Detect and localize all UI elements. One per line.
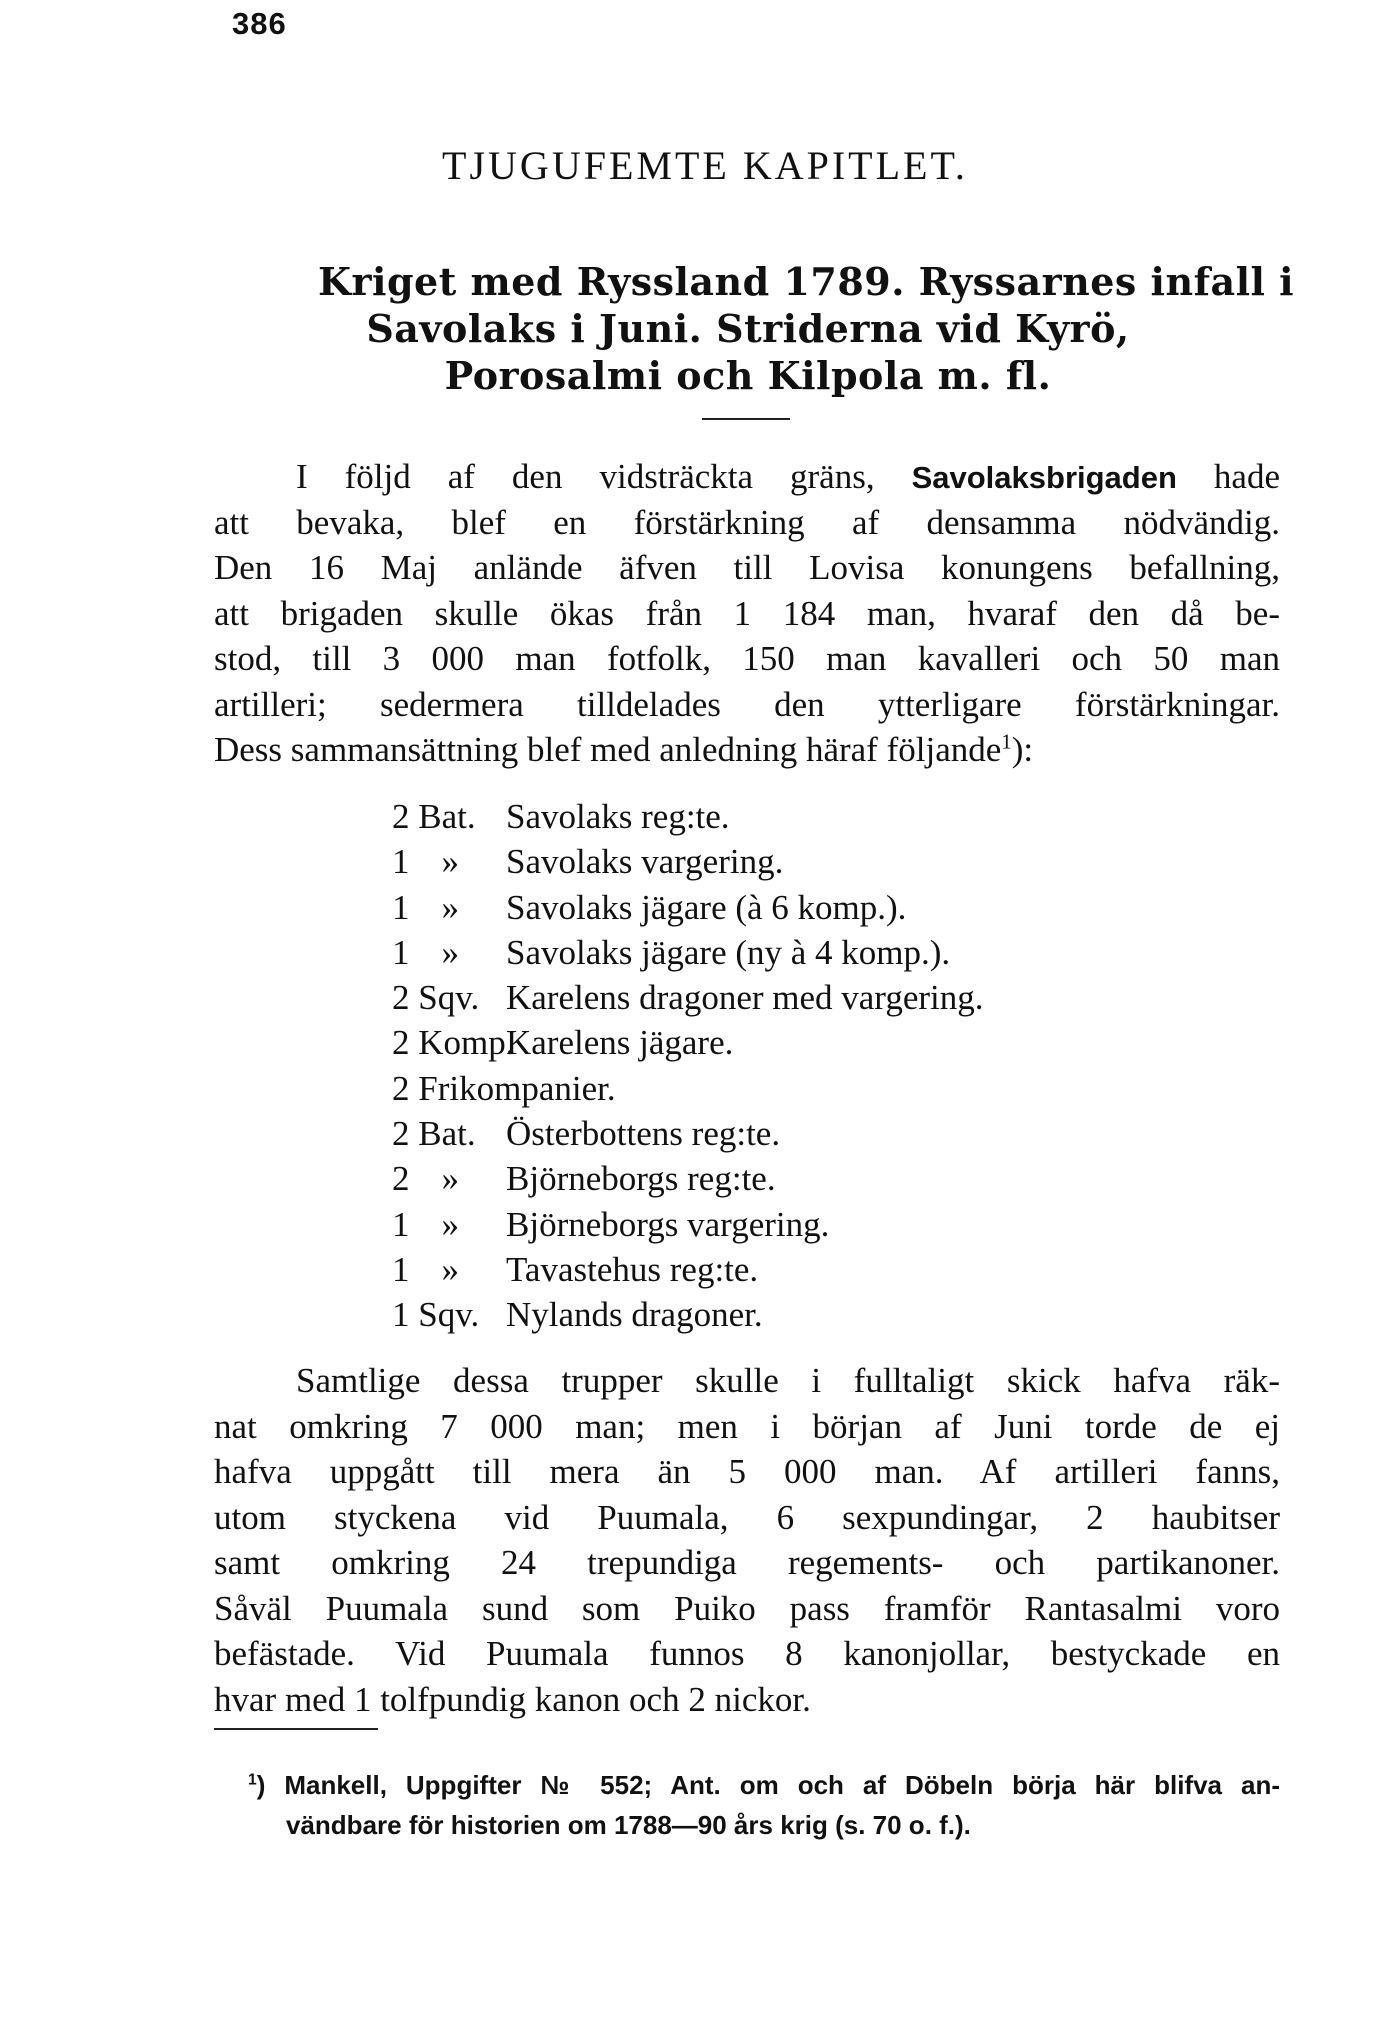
list-item — [392, 1292, 984, 1337]
troop-quantity: 2 Bat. — [392, 1114, 476, 1154]
quantity-number: 1 — [392, 842, 410, 882]
text-line: stod, till 3 000 man fotfolk, 150 man kavalleri och 50 man — [214, 639, 1280, 678]
text-span: hade — [1213, 457, 1280, 496]
summary-line: Porosalmi och Kilpola m. fl. — [444, 353, 1052, 398]
troop-list — [392, 794, 984, 1338]
text-line: befästade. Vid Puumala funnos 8 kanonjollar, bestyckade en — [214, 1634, 1280, 1673]
chapter-summary — [318, 258, 1295, 399]
troop-quantity — [392, 930, 506, 975]
troop-quantity: 2 Frikompanier. — [392, 1068, 616, 1108]
troop-name: Savolaks jägare (ny à 4 komp.). — [506, 932, 951, 972]
text-line — [214, 454, 1280, 500]
ditto-mark: » — [441, 932, 459, 972]
footnote-text: ) Mankell, Uppgifter № 552; Ant. om och af Döbeln börja här blifva an- — [256, 1770, 1280, 1800]
troop-name: Österbottens reg:te. — [506, 1114, 781, 1154]
footnote-line: vändbare för historien om 1788—90 års krig (s. 70 o. f.). — [286, 1810, 971, 1840]
troop-quantity — [392, 885, 506, 930]
text-line: att bevaka, blef en förstärkning af densamma nödvändig. — [214, 502, 1280, 542]
list-item — [392, 1111, 984, 1156]
text-line: hafva uppgått till mera än 5 000 man. Af artilleri fanns, — [214, 1452, 1280, 1491]
list-item — [392, 1202, 984, 1247]
text-line: att brigaden skulle ökas från 1 184 man, hvaraf den då be- — [214, 593, 1280, 633]
troop-quantity: 1 Sqv. — [392, 1295, 480, 1335]
quantity-number: 1 — [392, 1249, 410, 1289]
quantity-number: 2 — [392, 1159, 410, 1199]
text-line: artilleri; sedermera tilldelades den ytterligare förstärkningar. — [214, 684, 1280, 724]
troop-quantity — [392, 839, 506, 884]
section-divider — [702, 418, 790, 420]
ditto-mark: » — [441, 842, 459, 882]
list-item — [392, 930, 984, 975]
ditto-mark: » — [441, 1204, 459, 1244]
footnote-line — [248, 1765, 1280, 1805]
troop-name: Karelens dragoner med vargering. — [506, 978, 984, 1018]
emphasized-term: Savolaksbrigaden — [911, 460, 1177, 495]
summary-line: Savolaks i Juni. Striderna vid Kyrö, — [366, 306, 1130, 351]
quantity-number: 1 — [392, 932, 410, 972]
troop-name: Savolaks jägare (à 6 komp.). — [506, 887, 907, 927]
list-item — [392, 1020, 984, 1065]
footnote-divider — [214, 1728, 378, 1730]
text-line: Den 16 Maj anlände äfven till Lovisa konungens befallning, — [214, 548, 1280, 587]
troop-name: Björneborgs reg:te. — [506, 1159, 776, 1199]
ditto-mark: » — [441, 1159, 459, 1199]
footnote-marker: 1 — [248, 1771, 257, 1789]
list-item — [392, 1247, 984, 1292]
text-span: I följd af den vidsträckta gräns, — [296, 457, 875, 496]
troop-name: Nylands dragoner. — [506, 1295, 763, 1335]
text-span: Dess sammansättning blef med anledning häraf följande — [214, 730, 1002, 769]
text-line: utom styckena vid Puumala, 6 sexpundingar, 2 haubitser — [214, 1497, 1280, 1537]
troop-name: Savolaks vargering. — [506, 842, 784, 882]
troop-quantity — [392, 1202, 506, 1247]
quantity-number: 1 — [392, 1204, 410, 1244]
page-number: 386 — [232, 6, 287, 41]
paragraph-intro — [214, 454, 1280, 773]
list-item — [392, 794, 984, 839]
text-line: hvar med 1 tolfpundig kanon och 2 nickor. — [214, 1679, 811, 1719]
text-line: nat omkring 7 000 man; men i början af Juni torde de ej — [214, 1406, 1280, 1446]
list-item — [392, 975, 984, 1020]
troop-quantity: 2 Sqv. — [392, 978, 480, 1018]
ditto-mark: » — [441, 1249, 459, 1289]
text-span: ): — [1011, 730, 1034, 769]
quantity-number: 1 — [392, 887, 410, 927]
text-line: samt omkring 24 trepundiga regements- och partikanoner. — [214, 1543, 1280, 1582]
troop-quantity — [392, 1247, 506, 1292]
text-line: Såväl Puumala sund som Puiko pass framför Rantasalmi voro — [214, 1588, 1280, 1628]
list-item — [392, 1066, 984, 1111]
ditto-mark: » — [441, 887, 459, 927]
troop-quantity: 2 Bat. — [392, 797, 476, 836]
text-line — [214, 727, 1280, 773]
list-item — [392, 1156, 984, 1201]
footnote-reference: 1 — [1001, 729, 1012, 754]
paragraph-troop-summary — [214, 1358, 1280, 1722]
troop-name: Karelens jägare. — [506, 1023, 734, 1063]
footnote — [248, 1765, 1280, 1845]
troop-name: Björneborgs vargering. — [506, 1204, 830, 1244]
troop-quantity: 2 Komp. — [392, 1023, 515, 1063]
list-item — [392, 885, 984, 930]
text-line: Samtlige dessa trupper skulle i fulltaligt skick hafva räk- — [296, 1361, 1280, 1400]
chapter-heading: TJUGUFEMTE KAPITLET. — [442, 143, 968, 188]
list-item — [392, 839, 984, 884]
troop-name: Tavastehus reg:te. — [506, 1249, 759, 1289]
summary-line: Kriget med Ryssland 1789. Ryssarnes infall i — [318, 259, 1295, 304]
troop-name: Savolaks reg:te. — [506, 797, 730, 836]
troop-quantity — [392, 1156, 506, 1201]
